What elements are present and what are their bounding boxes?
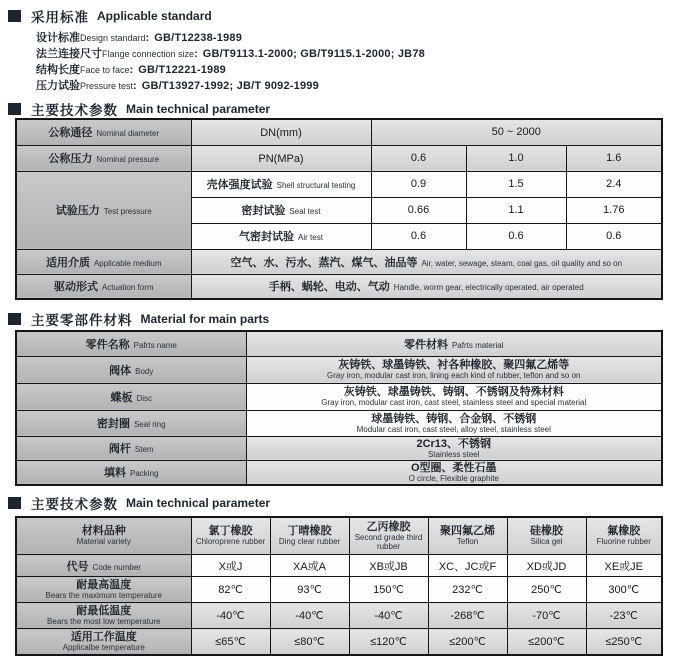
standard-colon: : [194, 48, 198, 60]
value-cell [586, 603, 662, 629]
cell-value: 1.1 [508, 204, 524, 216]
value-cell [191, 603, 270, 629]
value-cell [270, 603, 349, 629]
value-cell [586, 629, 662, 655]
cell-value: 0.6 [606, 230, 622, 242]
label-cell-seal-ring [16, 410, 246, 436]
label-cell-packing [16, 460, 246, 485]
value-cell [371, 197, 466, 223]
value-cell [270, 577, 349, 603]
value-cell [466, 223, 566, 249]
cell-value: 93℃ [297, 584, 322, 596]
cell-en-label: Applicalbe temperature [62, 642, 145, 652]
value-cell [349, 555, 428, 577]
cell-zh-label: 零件材料 [403, 338, 448, 351]
value-cell [586, 555, 662, 577]
cell-value: PN(MPa) [258, 153, 304, 165]
header-cell-parts-name [16, 331, 246, 356]
row-seal-ring [16, 410, 662, 436]
row-material-header [16, 331, 662, 356]
value-cell [371, 171, 466, 197]
section-title-zh: 主要技术参数 [31, 496, 118, 512]
value-cell [349, 629, 428, 655]
cell-value: XC、JC或F [438, 560, 497, 573]
cell-value: XD或JD [526, 560, 567, 573]
cell-en-value: Air, water, sewage, steam, coal gas, oil quality and so on [421, 258, 623, 268]
value-cell [349, 577, 428, 603]
cell-en-label: Disc [136, 393, 153, 403]
document-page [0, 7, 676, 671]
header-cell-silica-gel [507, 517, 586, 555]
label-cell-working-temperature [16, 629, 191, 655]
cell-value: -40℃ [295, 610, 324, 622]
cell-value: XB或JB [369, 560, 408, 573]
cell-value: X或J [218, 560, 243, 573]
cell-en-value: Stainless steel [427, 449, 480, 459]
value-cell [507, 555, 586, 577]
cell-value: 0.66 [407, 204, 430, 216]
technical-parameter-table [15, 118, 663, 300]
standard-line-flange [36, 46, 676, 62]
standard-label-zh: 法兰连接尺寸 [36, 48, 102, 60]
value-cell-disc-material [246, 383, 662, 410]
section-title-zh: 主要零部件材料 [31, 313, 133, 328]
cell-value: 150℃ [373, 584, 404, 596]
section-header-materials [8, 310, 676, 328]
sub-label-cell-seal-test [191, 197, 371, 223]
cell-zh-label: 适用介质 [45, 256, 90, 269]
standard-label-en: Flange connection size [102, 49, 195, 59]
cell-en-label: Bears the most low temperature [47, 617, 161, 626]
label-cell-stem [16, 436, 246, 460]
cell-en-label: Silica gel [530, 537, 563, 547]
standard-label-en: Face to face [80, 65, 130, 75]
cell-zh-label: 硅橡胶 [530, 525, 563, 538]
header-cell-teflon [428, 517, 507, 555]
section-bullet-icon [8, 313, 21, 325]
cell-zh-label: 乙丙橡胶 [366, 520, 411, 533]
sub-label-cell-air-test [191, 223, 371, 249]
cell-zh-value: 球墨铸铁、铸钢、合金钢、不锈钢 [371, 412, 537, 425]
label-cell-max-temperature [16, 577, 191, 603]
value-cell [466, 171, 566, 197]
cell-zh-label: 密封试验 [241, 205, 286, 217]
cell-value: 82℃ [218, 584, 243, 596]
cell-value: 232℃ [452, 584, 483, 596]
section-title-zh: 采用标准 [31, 10, 89, 25]
cell-value: 50 ~ 2000 [491, 126, 541, 139]
value-cell [371, 145, 466, 171]
cell-value: XE或JE [604, 560, 643, 573]
cell-zh-label: 公称压力 [48, 153, 93, 165]
label-cell-nominal-pressure [16, 145, 191, 171]
value-cell [270, 629, 349, 655]
value-cell [191, 555, 270, 577]
standard-line-pressure-test [36, 78, 676, 94]
cell-zh-label: 填料 [104, 467, 127, 479]
row-disc [16, 383, 662, 410]
cell-en-label: Seal test [289, 207, 321, 216]
cell-zh-value: 2Cr13、不锈钢 [416, 437, 492, 450]
cell-zh-label: 氯丁橡胶 [208, 525, 253, 538]
cell-zh-label: 驱动形式 [53, 281, 98, 294]
cell-en-value: Gray iron, modular cast iron, lining each kind of rubber, teflon and so on [327, 371, 581, 380]
value-cell [270, 555, 349, 577]
label-cell-actuation-form [16, 274, 191, 299]
cell-zh-label: 耐最低温度 [76, 605, 132, 617]
cell-en-label: Stem [134, 445, 154, 454]
cell-en-label: Chloroprene rubber [195, 537, 266, 547]
cell-value: DN(mm) [260, 127, 302, 140]
cell-en-value: Modular cast iron, cast steel, alloy steel, stainless steel [356, 424, 551, 434]
row-actuation-form [16, 274, 662, 299]
cell-en-label: Code number [92, 562, 141, 572]
standard-value: GB/T9113.1-2000; GB/T9115.1-2000; JB78 [202, 48, 425, 60]
cell-zh-label: 蝶板 [110, 391, 133, 404]
standard-line-face-to-face [36, 62, 676, 78]
cell-zh-value: O型圈、柔性石墨 [410, 461, 497, 474]
cell-zh-label: 阀杆 [108, 443, 131, 455]
cell-en-label: Pafrts material [451, 340, 504, 350]
cell-zh-label: 零件名称 [85, 338, 130, 351]
cell-value: 0.6 [410, 152, 427, 164]
cell-zh-label: 试验压力 [55, 205, 100, 217]
label-cell-body [16, 356, 246, 383]
value-cell [466, 197, 566, 223]
cell-en-label: Second grade third rubber [354, 532, 423, 551]
value-cell-stem-material [246, 436, 662, 460]
value-cell-actuation [191, 274, 662, 299]
cell-value: -40℃ [216, 610, 245, 622]
cell-value: 0.9 [410, 178, 427, 190]
cell-value: -23℃ [609, 610, 638, 622]
cell-value: XA或A [292, 560, 326, 573]
cell-en-label: Test pressure [103, 207, 152, 216]
cell-zh-label: 代号 [66, 560, 89, 573]
cell-en-label: Nominal pressure [96, 155, 160, 164]
cell-zh-label: 气密封试验 [239, 231, 295, 243]
value-cell [586, 577, 662, 603]
value-cell [428, 629, 507, 655]
cell-value: -40℃ [374, 610, 403, 622]
standard-label-en: Design standard [80, 33, 146, 43]
header-cell-material-variety [16, 517, 191, 555]
cell-value: ≤250℃ [605, 635, 643, 648]
value-cell [566, 171, 662, 197]
row-rubber-header [16, 517, 662, 555]
section-title-en: Applicable standard [97, 9, 212, 23]
row-working-temperature [16, 629, 662, 655]
standard-label-en: Pressure test [80, 81, 134, 91]
section-header-rubber-params [8, 494, 676, 512]
cell-zh-label: 壳体强度试验 [206, 179, 273, 191]
value-cell-packing-material [246, 460, 662, 485]
row-shell-test [16, 171, 662, 197]
cell-value: ≤200℃ [449, 635, 486, 648]
header-cell-second-grade [349, 517, 428, 555]
cell-value: -70℃ [532, 610, 561, 622]
standard-colon: : [129, 64, 134, 76]
cell-value: 300℃ [608, 584, 640, 596]
cell-en-value: Gray iron, modular cast iron, cast steel, stainless steel and special material [321, 398, 587, 407]
cell-en-label: Seal ring [133, 420, 166, 429]
row-nominal-pressure [16, 145, 662, 171]
label-cell-code-number [16, 555, 191, 577]
section-title-en: Material for main parts [140, 312, 270, 326]
cell-zh-value: 灰铸铁、球墨铸铁、铸钢、不锈钢及特殊材料 [343, 386, 564, 398]
cell-zh-label: 材料品种 [81, 525, 126, 538]
cell-en-label: Teflon [456, 537, 479, 547]
standard-label-zh: 设计标准 [36, 32, 80, 44]
value-cell-body-material [246, 356, 662, 383]
cell-en-label: Nominal diameter [96, 129, 160, 139]
cell-en-label: Applicable medium [93, 258, 162, 268]
section-title-en: Main technical parameter [126, 495, 271, 510]
cell-value: 1.6 [606, 152, 622, 164]
value-cell [428, 577, 507, 603]
label-cell-disc [16, 383, 246, 410]
header-cell-chloroprene [191, 517, 270, 555]
cell-en-value: Handle, worm gear, electrically operated, air operated [393, 283, 584, 293]
value-cell [507, 629, 586, 655]
cell-zh-label: 阀体 [109, 364, 132, 377]
cell-value: -268℃ [450, 610, 485, 622]
cell-zh-label: 氟橡胶 [607, 525, 641, 538]
row-stem [16, 436, 662, 460]
value-cell [566, 145, 662, 171]
header-cell-ding-clear [270, 517, 349, 555]
section-title-en: Main technical parameter [126, 102, 271, 116]
value-cell-medium [191, 249, 662, 274]
standard-value: GB/T12238-1989 [154, 32, 243, 44]
cell-value: 1.5 [508, 178, 524, 190]
header-cell-fluorine [586, 517, 662, 555]
label-cell-min-temperature [16, 603, 191, 629]
value-cell-diameter-range [371, 119, 662, 145]
rubber-material-table [15, 516, 663, 656]
value-cell [371, 223, 466, 249]
cell-en-label: Body [135, 366, 154, 376]
label-cell-applicable-medium [16, 249, 191, 274]
cell-en-label: Air test [298, 233, 323, 242]
cell-zh-label: 耐最高温度 [76, 579, 132, 591]
cell-zh-value: 手柄、蜗轮、电动、气动 [268, 281, 390, 294]
standards-list [36, 30, 676, 94]
cell-value: 250℃ [531, 584, 562, 596]
cell-value: 2.4 [606, 178, 622, 190]
standard-label-zh: 压力试验 [36, 80, 80, 92]
cell-en-label: Fluorine rubber [596, 537, 651, 547]
value-cell [428, 603, 507, 629]
value-cell [566, 197, 662, 223]
value-cell [507, 603, 586, 629]
value-cell-seal-ring-material [246, 410, 662, 436]
section-title-zh: 主要技术参数 [31, 103, 118, 118]
value-cell [191, 577, 270, 603]
section-header-tech-params [8, 100, 676, 118]
cell-en-label: Packing [130, 469, 159, 478]
param-cell-dn [191, 119, 371, 145]
cell-value: 0.6 [410, 230, 427, 242]
value-cell [507, 577, 586, 603]
section-header-applicable-standard [8, 7, 676, 25]
cell-zh-label: 适用工作温度 [70, 630, 137, 643]
cell-en-label: Pafrts name [133, 340, 177, 350]
cell-en-label: Material variety [76, 537, 131, 547]
parts-material-table [15, 330, 663, 486]
cell-value: ≤80℃ [294, 635, 325, 648]
row-body [16, 356, 662, 383]
cell-value: 1.0 [508, 152, 524, 164]
cell-zh-label: 聚四氟乙烯 [440, 525, 495, 538]
row-code-number [16, 555, 662, 577]
param-cell-pn [191, 145, 371, 171]
cell-zh-value: 灰铸铁、球墨铸铁、衬各种橡胶、聚四氟乙烯等 [338, 359, 570, 371]
value-cell [349, 603, 428, 629]
standard-colon: : [145, 32, 150, 44]
section-bullet-icon [8, 103, 21, 115]
standard-value: GB/T13927-1992; JB/T 9092-1999 [141, 80, 319, 92]
row-nominal-diameter [16, 119, 662, 145]
value-cell [428, 555, 507, 577]
cell-en-label: Ding clear rubber [278, 537, 341, 547]
cell-value: ≤200℃ [528, 635, 565, 648]
cell-zh-value: 空气、水、污水、蒸汽、煤气、油品等 [230, 256, 418, 269]
row-applicable-medium [16, 249, 662, 274]
cell-value: ≤120℃ [370, 635, 407, 648]
row-min-temperature [16, 603, 662, 629]
cell-value: 1.76 [603, 204, 625, 216]
section-bullet-icon [8, 497, 21, 509]
sub-label-cell-shell-test [191, 171, 371, 197]
cell-zh-label: 密封圈 [96, 418, 130, 430]
cell-zh-label: 丁晴橡胶 [287, 525, 332, 538]
cell-en-label: Actuation form [101, 283, 154, 293]
value-cell [191, 629, 270, 655]
header-cell-parts-material [246, 331, 662, 356]
section-bullet-icon [8, 10, 21, 22]
cell-value: ≤65℃ [215, 635, 246, 648]
standard-label-zh: 结构长度 [36, 64, 80, 76]
row-max-temperature [16, 577, 662, 603]
cell-zh-label: 公称通径 [48, 127, 93, 140]
cell-en-value: O circle, Flexible graphite [408, 473, 499, 483]
standard-value: GB/T12221-1989 [138, 64, 227, 76]
label-cell-nominal-diameter [16, 119, 191, 145]
cell-en-label: Shell structural testing [276, 181, 356, 190]
standard-line-design [36, 30, 676, 46]
value-cell [566, 223, 662, 249]
standard-colon: : [133, 80, 137, 92]
row-packing [16, 460, 662, 485]
cell-en-label: Bears the maximum temperature [45, 591, 162, 600]
label-cell-test-pressure [16, 171, 191, 249]
cell-value: 0.6 [508, 230, 524, 242]
value-cell [466, 145, 566, 171]
